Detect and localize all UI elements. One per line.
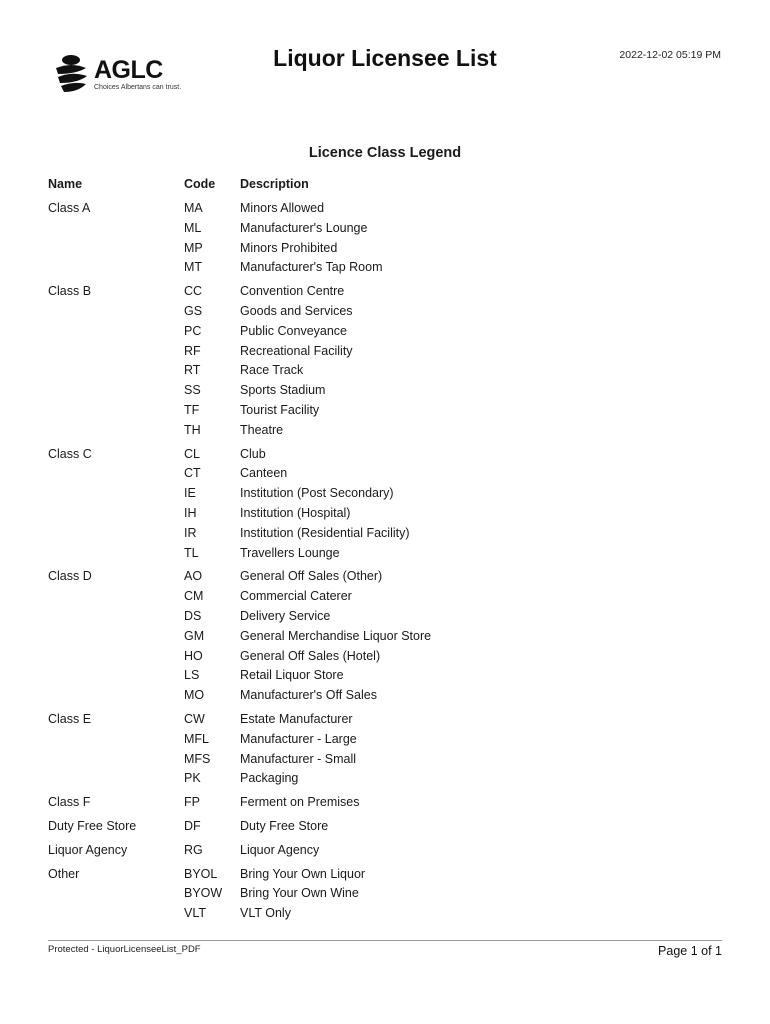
- document-title: Liquor Licensee List: [273, 45, 497, 71]
- licence-class-group: [48, 817, 728, 837]
- licence-description: Estate Manufacturer: [240, 711, 353, 726]
- licence-description: VLT Only: [240, 906, 291, 921]
- class-entries: [184, 817, 728, 837]
- licence-code: MP: [184, 240, 203, 255]
- licence-code: MFL: [184, 731, 209, 746]
- licence-code: DS: [184, 608, 202, 623]
- licence-code: GM: [184, 628, 205, 643]
- licence-description: Manufacturer's Lounge: [240, 220, 368, 235]
- class-name: Class D: [48, 569, 92, 584]
- table-row: [184, 587, 728, 607]
- class-name: Class A: [48, 201, 91, 215]
- licence-description: Delivery Service: [240, 608, 331, 623]
- table-row: [184, 361, 728, 381]
- table-row: [184, 464, 728, 484]
- licence-description: Travellers Lounge: [240, 545, 340, 560]
- licence-code: LS: [184, 668, 200, 683]
- logo-wordmark: AGLC: [94, 56, 163, 84]
- table-row: [184, 567, 728, 587]
- table-row: [184, 322, 728, 342]
- table-row: [184, 686, 728, 706]
- footer-divider: [48, 940, 722, 941]
- licence-class-group: [48, 445, 728, 564]
- licence-description: Packaging: [240, 771, 299, 786]
- licence-description: Public Conveyance: [240, 323, 348, 338]
- column-header-code: Code: [184, 177, 216, 191]
- licence-code: IE: [184, 486, 196, 501]
- licence-class-group: [48, 793, 728, 813]
- licence-code: MFS: [184, 751, 211, 766]
- licence-code: RT: [184, 363, 201, 378]
- table-row: [184, 544, 728, 564]
- table-row: [184, 282, 728, 302]
- table-row: [184, 401, 728, 421]
- class-name: Class F: [48, 795, 91, 810]
- licence-code: CT: [184, 466, 201, 481]
- licence-description: Canteen: [240, 466, 288, 481]
- licence-description: Bring Your Own Wine: [240, 886, 359, 901]
- licence-description: Recreational Facility: [240, 343, 353, 358]
- class-name: Liquor Agency: [48, 842, 128, 857]
- table-row: [184, 258, 728, 278]
- licence-description: Institution (Post Secondary): [240, 486, 394, 501]
- licence-code: AO: [184, 569, 203, 584]
- class-entries: [184, 841, 728, 861]
- licence-description: Manufacturer - Small: [240, 751, 357, 766]
- licence-description: Duty Free Store: [240, 818, 329, 833]
- licence-description: Minors Allowed: [240, 201, 325, 215]
- licence-class-group: [48, 199, 728, 278]
- licence-code: MT: [184, 260, 203, 275]
- licence-description: Tourist Facility: [240, 402, 320, 417]
- table-row: [184, 750, 728, 770]
- licence-code: IR: [184, 525, 197, 540]
- licence-description: Minors Prohibited: [240, 240, 338, 255]
- licence-code: TF: [184, 402, 200, 417]
- licence-code: IH: [184, 505, 197, 520]
- licence-code: ML: [184, 220, 202, 235]
- licence-class-group: [48, 282, 728, 440]
- licence-description: Ferment on Premises: [240, 795, 360, 810]
- licence-code: CW: [184, 711, 205, 726]
- licence-description: Manufacturer's Off Sales: [240, 688, 377, 703]
- licence-code: FP: [184, 795, 200, 810]
- licence-code: PC: [184, 323, 202, 338]
- licence-class-group: [48, 841, 728, 861]
- class-entries: [184, 865, 728, 924]
- licence-description: Manufacturer's Tap Room: [240, 260, 383, 275]
- class-entries: [184, 445, 728, 564]
- table-row: [184, 504, 728, 524]
- logo-tagline: Choices Albertans can trust.: [94, 84, 182, 91]
- licence-description: Convention Centre: [240, 284, 345, 299]
- table-row: [184, 865, 728, 885]
- licence-description: Manufacturer - Large: [240, 731, 357, 746]
- table-row: [184, 769, 728, 789]
- licence-code: TH: [184, 422, 201, 437]
- class-entries: [184, 710, 728, 789]
- licence-description: General Off Sales (Hotel): [240, 648, 381, 663]
- column-header-name: Name: [48, 177, 83, 191]
- licence-code: CL: [184, 446, 200, 461]
- table-row: [184, 342, 728, 362]
- class-name: Other: [48, 866, 80, 881]
- table-row: [184, 647, 728, 667]
- licence-code: MO: [184, 688, 205, 703]
- licence-code: GS: [184, 303, 203, 318]
- table-row: [184, 445, 728, 465]
- licence-description: Retail Liquor Store: [240, 668, 344, 683]
- table-row: [184, 607, 728, 627]
- table-row: [184, 524, 728, 544]
- table-row: [184, 381, 728, 401]
- licence-description: General Merchandise Liquor Store: [240, 628, 432, 643]
- column-header-description: Description: [240, 177, 309, 191]
- licence-class-group: [48, 865, 728, 924]
- licence-code: CC: [184, 284, 203, 299]
- class-entries: [184, 793, 728, 813]
- licence-class-group: [48, 710, 728, 789]
- table-row: [184, 710, 728, 730]
- licence-description: Commercial Caterer: [240, 589, 352, 604]
- page-number: Page 1 of 1: [658, 944, 722, 958]
- licence-code: BYOW: [184, 886, 223, 901]
- licence-description: Race Track: [240, 363, 304, 378]
- licence-description: Institution (Hospital): [240, 505, 351, 520]
- footer-classification: Protected - LiquorLicenseeList_PDF: [48, 944, 201, 955]
- licence-class-group: [48, 567, 728, 706]
- table-row: [184, 904, 728, 924]
- table-row: [184, 884, 728, 904]
- table-row: [184, 793, 728, 813]
- table-row: [184, 627, 728, 647]
- table-row: [184, 841, 728, 861]
- licence-code: DF: [184, 818, 201, 833]
- licence-description: Institution (Residential Facility): [240, 525, 410, 540]
- licence-code: BYOL: [184, 866, 218, 881]
- licence-code: SS: [184, 383, 201, 398]
- table-row: [184, 666, 728, 686]
- table-row: [184, 302, 728, 322]
- licence-code: RG: [184, 842, 203, 857]
- table-row: [184, 219, 728, 239]
- licence-description: Club: [240, 446, 266, 461]
- class-name: Class B: [48, 284, 92, 299]
- table-row: [184, 484, 728, 504]
- licence-code: RF: [184, 343, 201, 358]
- licence-description: Theatre: [240, 422, 284, 437]
- licence-code: CM: [184, 589, 204, 604]
- licence-description: Sports Stadium: [240, 383, 326, 398]
- licence-description: Liquor Agency: [240, 842, 320, 857]
- licence-description: General Off Sales (Other): [240, 569, 383, 584]
- legend-title: Licence Class Legend: [308, 145, 462, 161]
- table-row: [184, 199, 728, 219]
- licence-description: Bring Your Own Liquor: [240, 866, 366, 881]
- licence-description: Goods and Services: [240, 303, 353, 318]
- class-entries: [184, 282, 728, 440]
- table-row: [184, 817, 728, 837]
- table-row: [184, 239, 728, 259]
- licence-class-table: [48, 199, 728, 928]
- class-entries: [184, 567, 728, 706]
- table-row: [184, 730, 728, 750]
- class-name: Class E: [48, 711, 92, 726]
- licence-code: MA: [184, 201, 203, 215]
- class-name: Duty Free Store: [48, 818, 137, 833]
- licence-code: TL: [184, 545, 199, 560]
- class-name: Class C: [48, 446, 92, 461]
- class-entries: [184, 199, 728, 278]
- licence-code: PK: [184, 771, 201, 786]
- table-row: [184, 421, 728, 441]
- licence-code: VLT: [184, 906, 206, 921]
- generated-timestamp: 2022-12-02 05:19 PM: [619, 49, 721, 61]
- licence-code: HO: [184, 648, 203, 663]
